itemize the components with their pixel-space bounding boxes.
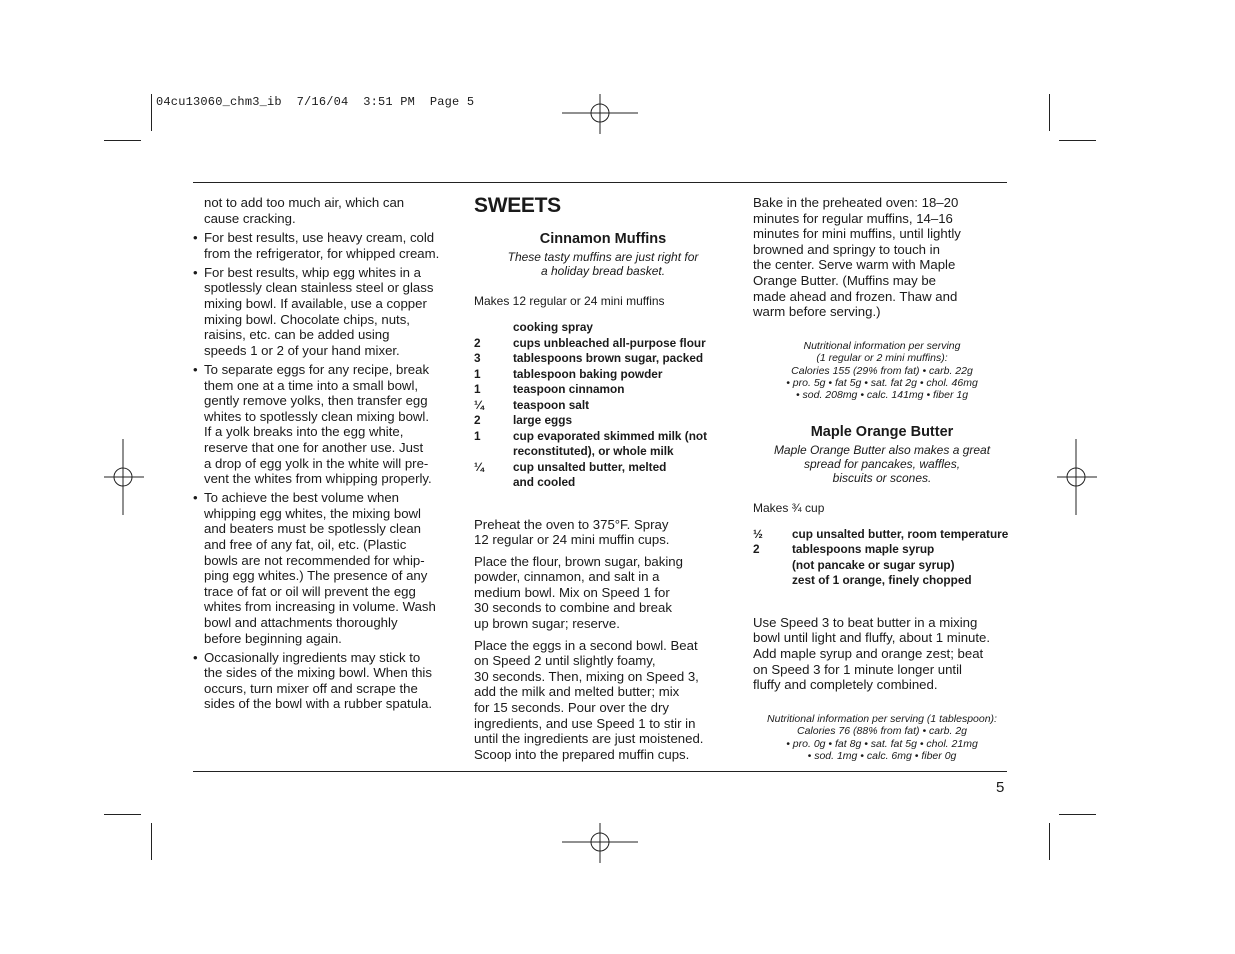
page-number: 5 bbox=[996, 779, 1005, 796]
muffins-column bbox=[474, 195, 732, 762]
nutrition-info-muffins: Nutritional information per serving (1 regular or 2 mini muffins): Calories 155 (29% from fat) • carb. 22g • pro. 5g • fat 5g • sat. fat 2g • chol. 46mg • sod. 208mg • calc. 141mg • fiber 1g bbox=[786, 339, 978, 402]
registration-mark-left bbox=[104, 439, 144, 515]
nutrition-info-butter: Nutritional information per serving (1 tablespoon): Calories 76 (88% from fat) • carb. 2g • pro. 0g • fat 8g • sat. fat 5g • chol. 21mg • sod. 1mg • calc. 6mg • fiber 0g bbox=[767, 712, 997, 762]
tip-item: • For best results, use heavy cream, cold from the refrigerator, for whipped cream. bbox=[193, 230, 440, 261]
top-rule bbox=[193, 182, 1007, 183]
ingredient-list bbox=[474, 320, 707, 491]
instruction-step: Preheat the oven to 375°F. Spray 12 regular or 24 mini muffin cups. bbox=[474, 516, 670, 548]
ingredient-row: ¼ teaspoon salt bbox=[474, 397, 590, 412]
recipe-yield: Makes ¾ cup bbox=[753, 500, 825, 515]
recipe-tagline: Maple Orange Butter also makes a great spread for pancakes, waffles, biscuits or scones. bbox=[773, 442, 991, 485]
recipe-title-maple-butter: Maple Orange Butter bbox=[810, 423, 954, 440]
section-title: SWEETS bbox=[474, 194, 561, 217]
recipe-tagline: These tasty muffins are just right for a holiday bread basket. bbox=[507, 250, 699, 278]
ingredient-row: 3 tablespoons brown sugar, packed bbox=[474, 351, 704, 365]
tips-list bbox=[193, 230, 453, 712]
bottom-rule bbox=[193, 771, 1007, 772]
instruction-step: Place the flour, brown sugar, baking powder, cinnamon, and salt in a medium bowl. Mix on Speed 1 for 30 seconds to combine and break up brown sugar; reserve. bbox=[474, 553, 683, 632]
registration-mark-right bbox=[1057, 439, 1097, 515]
registration-mark-top bbox=[562, 94, 638, 134]
tip-item: • Occasionally ingredients may stick to the sides of the mixing bowl. When this occurs, turn mixer off and scrape the sides of the bowl with a rubber spatula. bbox=[193, 649, 432, 712]
registration-mark-bottom bbox=[562, 823, 638, 863]
bake-instructions: Bake in the preheated oven: 18–20 minutes for regular muffins, 14–16 minutes for mini muffins, until lightly browned and springy to touch in the center. Serve warm with Maple Orange Butter. (Muffins may be made ahead and frozen. Thaw and warm before serving.) bbox=[753, 195, 961, 320]
tips-column bbox=[193, 195, 453, 716]
line: cause cracking. bbox=[204, 210, 296, 226]
printer-slug: 04cu13060_chm3_ib 7/16/04 3:51 PM Page 5 bbox=[156, 95, 475, 109]
ingredient-row: 1 tablespoon baking powder bbox=[474, 366, 663, 381]
line: not to add too much air, which can bbox=[204, 195, 405, 210]
tip-item: • To achieve the best volume when whipping egg whites, the mixing bowl and beaters must be spotlessly clean and free of any fat, oil, etc. (Plastic bowls are not recommended for whip- ping egg whites.) The presence of any trace of fat or oil will prevent the egg whites from increasing in volume. Wash bowl and attachments thoroughly before beginning again. bbox=[193, 490, 436, 646]
ingredient-list bbox=[753, 527, 1008, 589]
instruction-step: Place the eggs in a second bowl. Beat on Speed 2 until slightly foamy, 30 seconds. Then, mixing on Speed 3, add the milk and melted butter; mix for 15 seconds. Pour over the dry ingredients, and use Speed 1 to stir in until the ingredients are just moistened. Scoop into the prepared muffin cups. bbox=[474, 637, 704, 762]
tip-item: • For best results, whip egg whites in a spotlessly clean stainless steel or glass mixing bowl. If available, use a copper mixing bowl. Chocolate chips, nuts, raisins, etc. can be added using speeds 1 or 2 of your hand mixer. bbox=[193, 264, 434, 358]
ingredient-row: 2 large eggs bbox=[474, 413, 573, 427]
ingredient-row: 2 tablespoons maple syrup bbox=[753, 542, 935, 557]
method-instructions: Use Speed 3 to beat butter in a mixing bowl until light and fluffy, about 1 minute. Add maple syrup and orange zest; beat on Speed 3 for 1 minute longer until fluffy and completely combined. bbox=[753, 614, 991, 693]
maple-butter-column bbox=[753, 195, 1011, 762]
ingredient-row: 1 cup evaporated skimmed milk (not bbox=[474, 428, 708, 443]
ingredient-row: ¼ cup unsalted butter, melted bbox=[474, 459, 667, 474]
tip-item: • To separate eggs for any recipe, break them one at a time into a small bowl, gently remove yolks, then transfer egg whites to spotlessly clean mixing bowl. If a yolk breaks into the egg white, reserve that one for another use. Just a drop of egg yolk in the white will pre- vent the whites from whipping properly. bbox=[193, 361, 432, 487]
recipe-title-muffins: Cinnamon Muffins bbox=[539, 231, 667, 247]
ingredient-row: (not pancake or sugar syrup) bbox=[792, 557, 955, 572]
tips-intro bbox=[193, 195, 453, 226]
ingredient-row: 1 teaspoon cinnamon bbox=[474, 382, 625, 396]
ingredient-row: zest of 1 orange, finely chopped bbox=[792, 573, 972, 588]
recipe-yield: Makes 12 regular or 24 mini muffins bbox=[474, 294, 665, 308]
ingredient-row: cooking spray bbox=[513, 320, 593, 334]
ingredient-row: reconstituted), or whole milk bbox=[513, 444, 674, 458]
ingredient-row: 2 cups unbleached all-purpose flour bbox=[474, 335, 706, 350]
ingredient-row: and cooled bbox=[513, 475, 576, 489]
ingredient-row: ½ cup unsalted butter, room temperature bbox=[753, 526, 1009, 541]
